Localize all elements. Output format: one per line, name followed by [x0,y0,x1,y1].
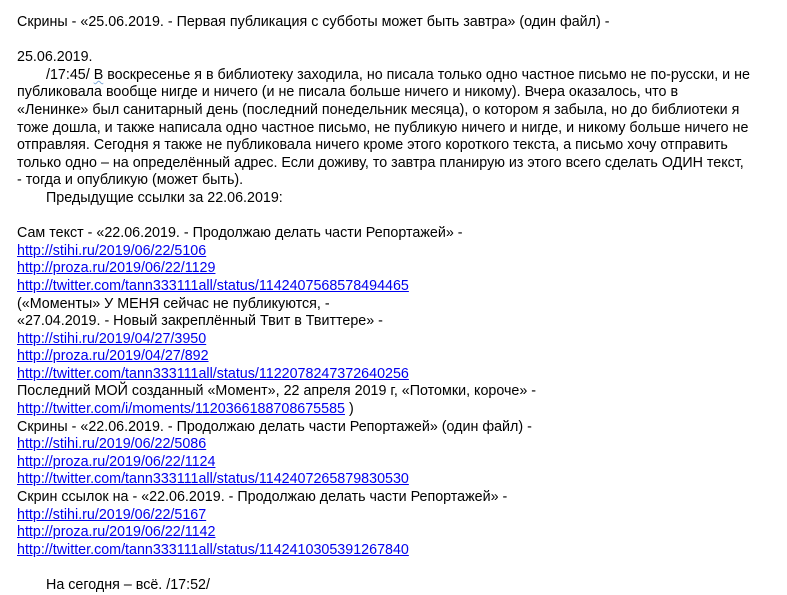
stihi-link[interactable]: http://stihi.ru/2019/06/22/5086 [17,436,207,453]
closing-line: На сегодня – всё. /17:52/ [46,577,210,593]
block-label: («Моменты» У МЕНЯ сейчас не публикуются, - [17,295,330,312]
proza-link[interactable]: http://proza.ru/2019/04/27/892 [17,348,209,365]
paragraph-line: - тогда и опубликую (может быть). [17,172,244,189]
document-body [17,14,779,595]
paragraph-line: отправляя. Сегодня я также не публиковала ничего кроме этого короткого текста, а письмо хочу отправить [17,137,728,154]
spellcheck-word: В [93,66,104,83]
twitter-link[interactable]: http://twitter.com/tann333111all/status/1142410305391267840 [17,541,409,558]
paragraph-line: публиковала вообще нигде и ничего (и не писала больше ничего и никому). Вчера оказалось, что в [17,84,679,101]
paragraph-line: тоже дошла, и также написала одно частное письмо, не публикую ничего и нигде, и никому больше ничего не [17,119,749,136]
block-label: Последний МОЙ созданный «Момент», 22 апреля 2019 г, «Потомки, короче» - [17,383,537,400]
block-label: Скрины - «22.06.2019. - Продолжаю делать части Репортажей» (один файл) - [17,418,532,435]
twitter-link[interactable]: http://twitter.com/tann333111all/status/1122078247372640256 [17,365,409,382]
blank-line [17,208,779,226]
paragraph-line: /17:45/ В воскресенье я в библиотеку заходила, но писала только одно частное письмо не по-русски, и не [46,66,750,83]
stihi-link[interactable]: http://stihi.ru/2019/06/22/5167 [17,506,207,523]
block-label: «27.04.2019. - Новый закреплённый Твит в Твиттере» - [17,313,383,330]
proza-link[interactable]: http://proza.ru/2019/06/22/1129 [17,260,216,277]
moments-link-suffix: ) [344,401,354,418]
twitter-link[interactable]: http://twitter.com/tann333111all/status/1142407568578494465 [17,277,409,294]
blank-line [17,32,779,50]
paragraph-line: только одно – на определённый адрес. Если доживу, то завтра планирую из этого всего сделать ОДИН текст, [17,154,744,171]
twitter-link[interactable]: http://twitter.com/tann333111all/status/1142407265879830530 [17,471,409,488]
proza-link[interactable]: http://proza.ru/2019/06/22/1142 [17,524,216,541]
main-paragraph [17,67,779,190]
blank-line [17,559,779,577]
paragraph-line: «Ленинке» был санитарный день (последний понедельник месяца), о котором я забыла, но до библиотеки я [17,101,740,118]
entry-date: 25.06.2019. [17,49,93,66]
block-label: Сам текст - «22.06.2019. - Продолжаю делать части Репортажей» - [17,225,463,242]
stihi-link[interactable]: http://stihi.ru/2019/06/22/5106 [17,242,207,259]
stihi-link[interactable]: http://stihi.ru/2019/04/27/3950 [17,330,207,347]
previous-links-heading: Предыдущие ссылки за 22.06.2019: [46,189,283,206]
proza-link[interactable]: http://proza.ru/2019/06/22/1124 [17,453,216,470]
title-line: Скрины - «25.06.2019. - Первая публикация с субботы может быть завтра» (один файл) - [17,14,610,30]
twitter-moments-link[interactable]: http://twitter.com/i/moments/1120366188708675585 [17,401,345,418]
block-label: Скрин ссылок на - «22.06.2019. - Продолжаю делать части Репортажей» - [17,489,508,506]
